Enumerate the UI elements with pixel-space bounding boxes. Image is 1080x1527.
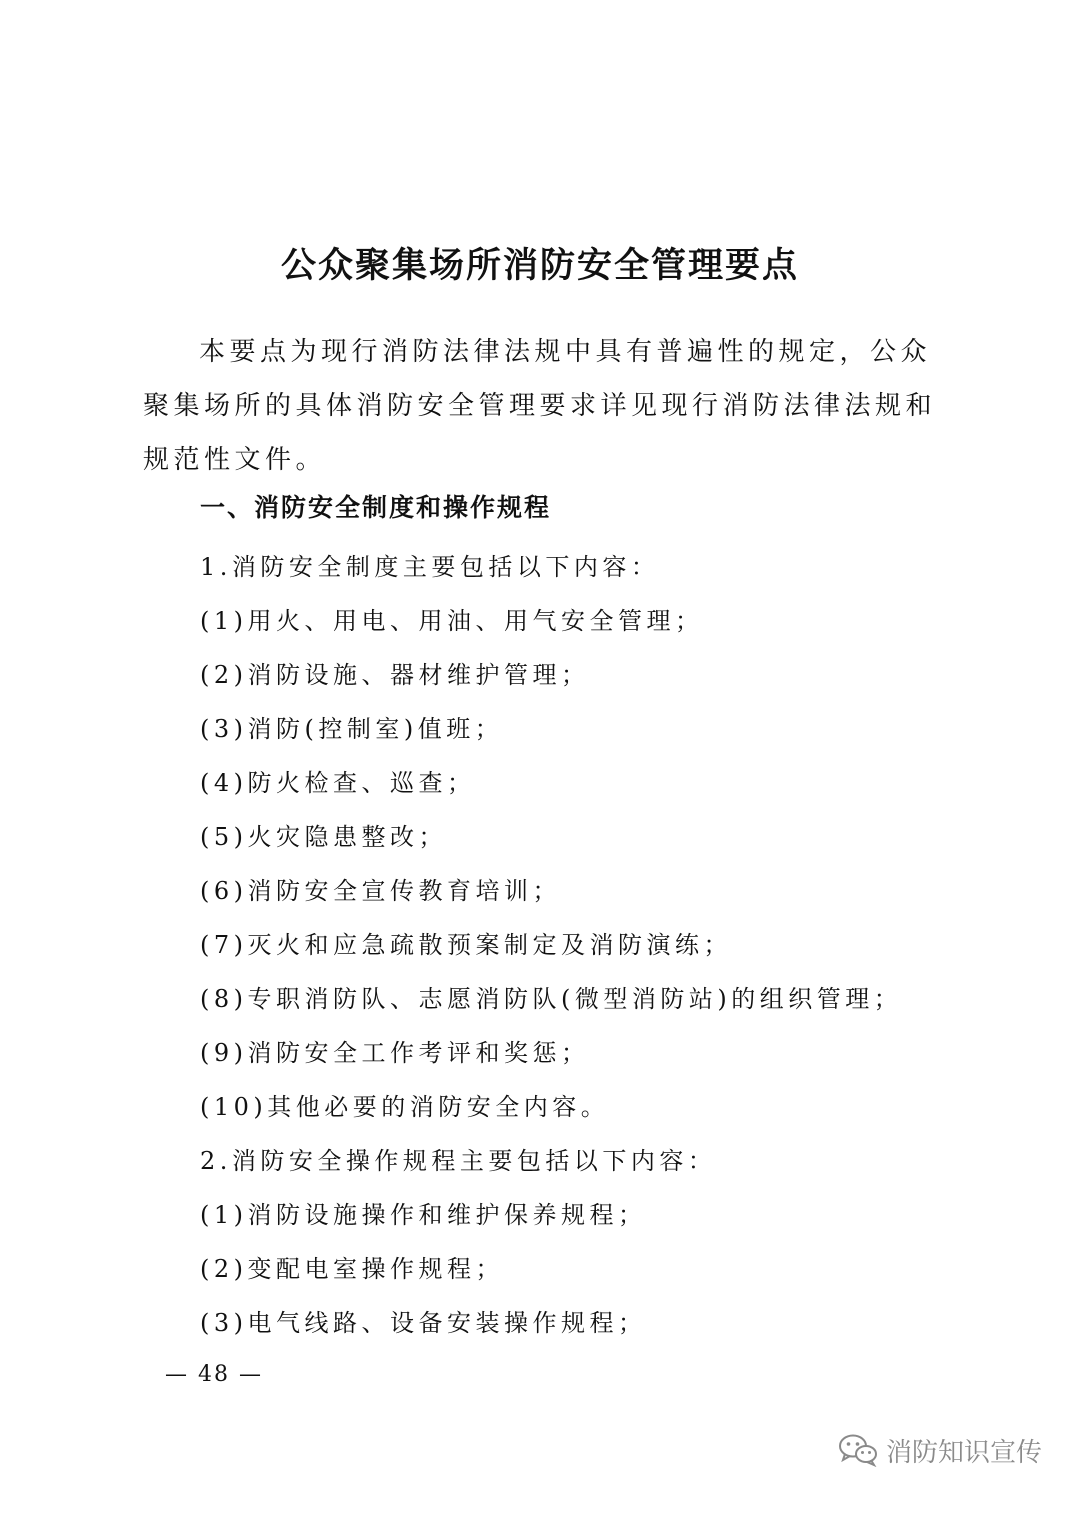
list-item: (5)火灾隐患整改； (200, 823, 447, 851)
intro-text: 本要点为现行消防法律法规中具有普遍性的规定，公众聚集场所的具体消防安全管理要求详见现行消防法律法规和规范性文件。 (143, 337, 937, 475)
watermark-text: 消防知识宣传 (886, 1437, 1043, 1468)
list-item: (10)其他必要的消防安全内容。 (200, 1093, 610, 1121)
list-item: (2)变配电室操作规程； (200, 1255, 504, 1283)
list-item: (6)消防安全宣传教育培训； (200, 877, 561, 905)
list-item: (7)灭火和应急疏散预案制定及消防演练； (200, 931, 732, 959)
list-item: (1)用火、用电、用油、用气安全管理； (200, 607, 704, 635)
list-item: 2.消防安全操作规程主要包括以下内容： (200, 1147, 717, 1175)
list-item: (3)消防(控制室)值班； (200, 715, 504, 743)
list-item: (1)消防设施操作和维护保养规程； (200, 1201, 647, 1229)
list-item: (2)消防设施、器材维护管理； (200, 661, 590, 689)
watermark (838, 1430, 1042, 1470)
wechat-icon (838, 1433, 878, 1467)
list-item: (9)消防安全工作考评和奖惩； (200, 1039, 590, 1067)
page-number: — 48 — (165, 1362, 263, 1387)
intro-paragraph (143, 325, 943, 487)
page-title: 公众聚集场所消防安全管理要点 (280, 246, 799, 286)
content-lines (200, 540, 980, 1350)
list-item: (8)专职消防队、志愿消防队(微型消防站)的组织管理； (200, 985, 903, 1013)
section-heading: 一、消防安全制度和操作规程 (200, 493, 552, 522)
list-item: 1.消防安全制度主要包括以下内容： (200, 553, 660, 581)
list-item: (4)防火检查、巡查； (200, 769, 476, 797)
list-item: (3)电气线路、设备安装操作规程； (200, 1309, 647, 1337)
